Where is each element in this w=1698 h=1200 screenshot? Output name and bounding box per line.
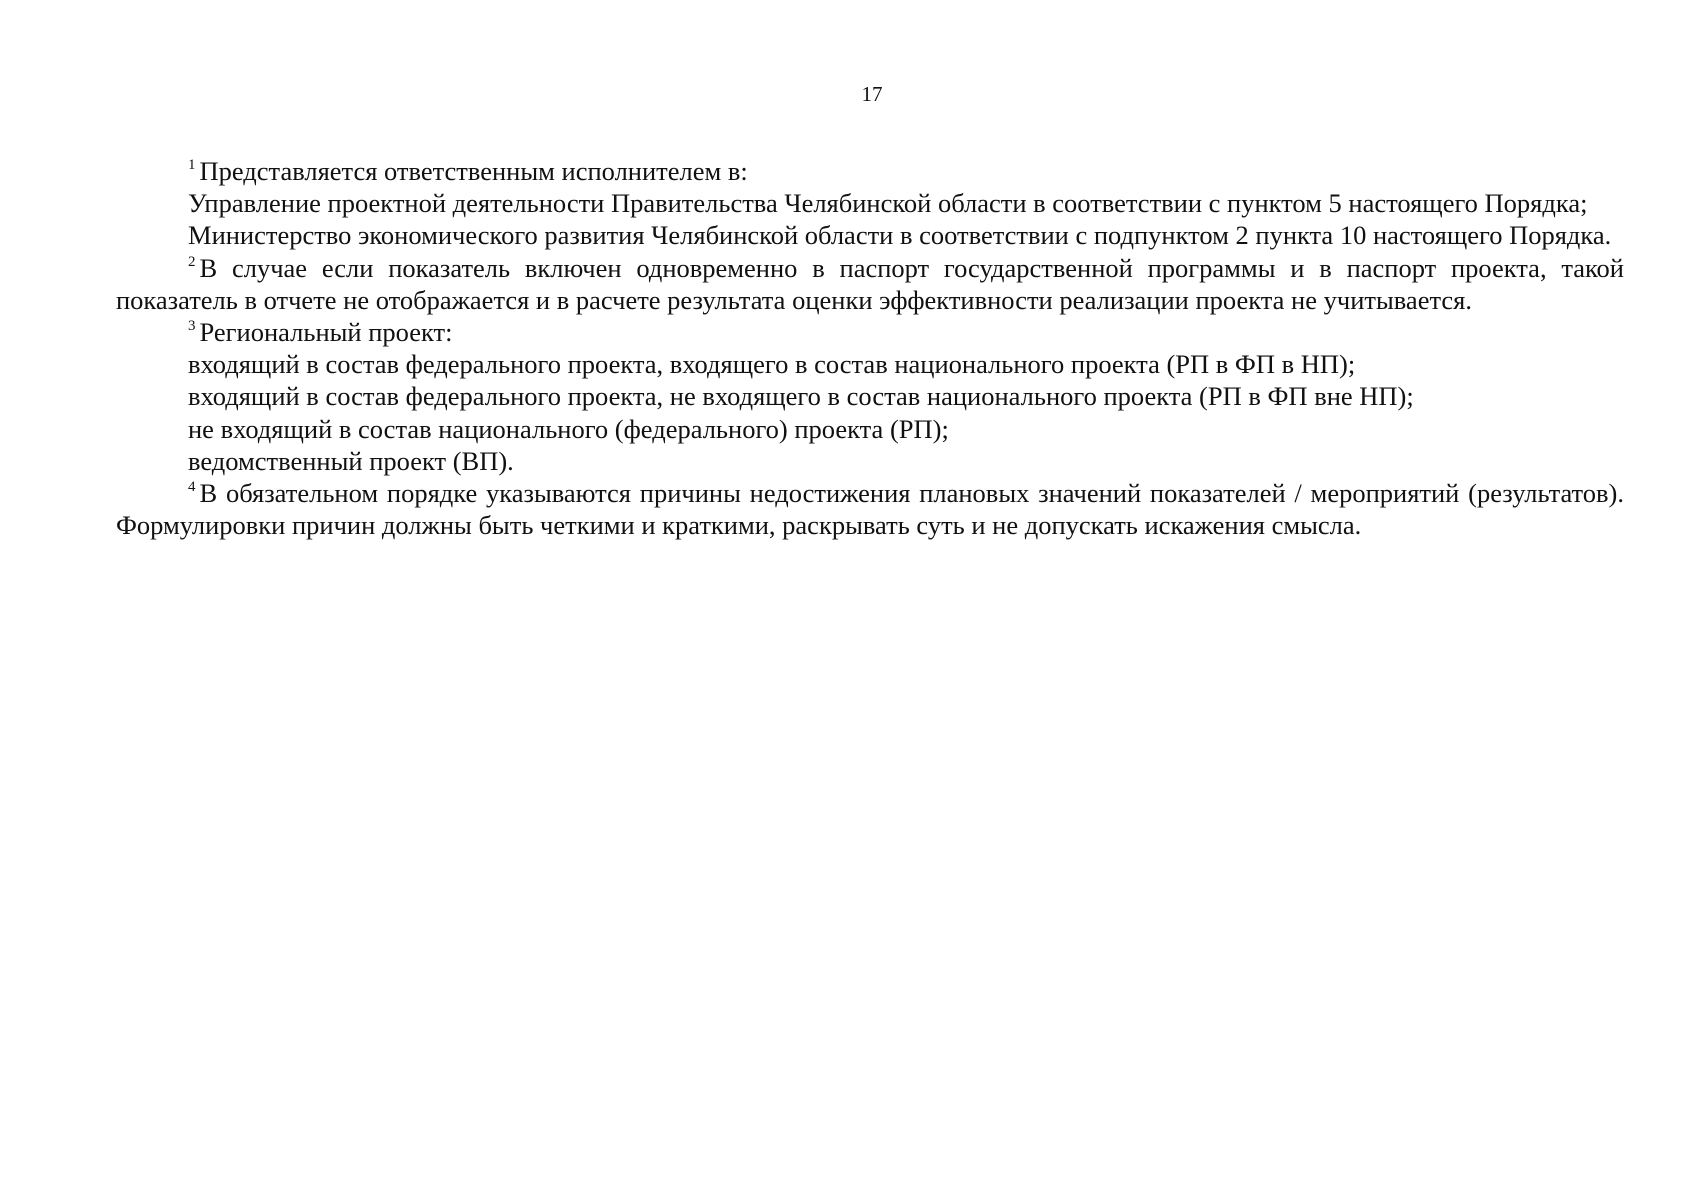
footnote-text: В обязательном порядке указываются причины недостижения плановых значений показателей / мероприятий (результатов). Формулировки причин должны быть четкими и краткими, раскрывать суть и не допускать искажения смысла. — [116, 478, 1624, 541]
footnote-2 — [116, 252, 1624, 316]
footnote-4 — [116, 477, 1624, 541]
footnote-text: Региональный проект: — [199, 317, 453, 348]
footnote-text: ведомственный проект (ВП). — [188, 445, 514, 476]
footnote-text: Управление проектной деятельности Правительства Челябинской области в соответствии с пунктом 5 настоящего Порядка; — [188, 188, 1588, 219]
footnote-text: входящий в состав федерального проекта, не входящего в состав национального проекта (РП в ФП вне НП); — [188, 381, 1414, 412]
footnote-text: входящий в состав федерального проекта, входящего в состав национального проекта (РП в ФП в НП); — [188, 349, 1356, 380]
page-number: 17 — [861, 82, 883, 106]
footnote-text: не входящий в состав национального (федерального) проекта (РП); — [188, 413, 949, 444]
footnote-text: В случае если показатель включен одновременно в паспорт государственной программы и в паспорт проекта, такой показатель в отчете не отображается и в расчете результата оценки эффективности реализации проекта не учитывается. — [116, 252, 1624, 315]
footnote-marker: 4 — [188, 479, 196, 496]
footnote-text: Министерство экономического развития Челябинской области в соответствии с подпунктом 2 пункта 10 настоящего Порядка. — [188, 220, 1612, 251]
footnote-3-item-4 — [116, 445, 1624, 477]
footnote-marker: 3 — [188, 318, 196, 335]
footnote-text: Представляется ответственным исполнителем в: — [199, 156, 748, 186]
footnote-marker: 1 — [188, 157, 196, 173]
footnote-3-item-1 — [116, 348, 1624, 380]
footnote-3-item-3 — [116, 413, 1624, 445]
footnote-marker: 2 — [188, 253, 196, 270]
footnote-3-item-2 — [116, 380, 1624, 412]
footnote-3 — [116, 316, 1624, 348]
footnotes-section — [116, 155, 1624, 541]
footnote-1-item-1 — [116, 187, 1624, 219]
footnote-1 — [116, 155, 1624, 187]
footnote-1-item-2 — [116, 219, 1624, 251]
